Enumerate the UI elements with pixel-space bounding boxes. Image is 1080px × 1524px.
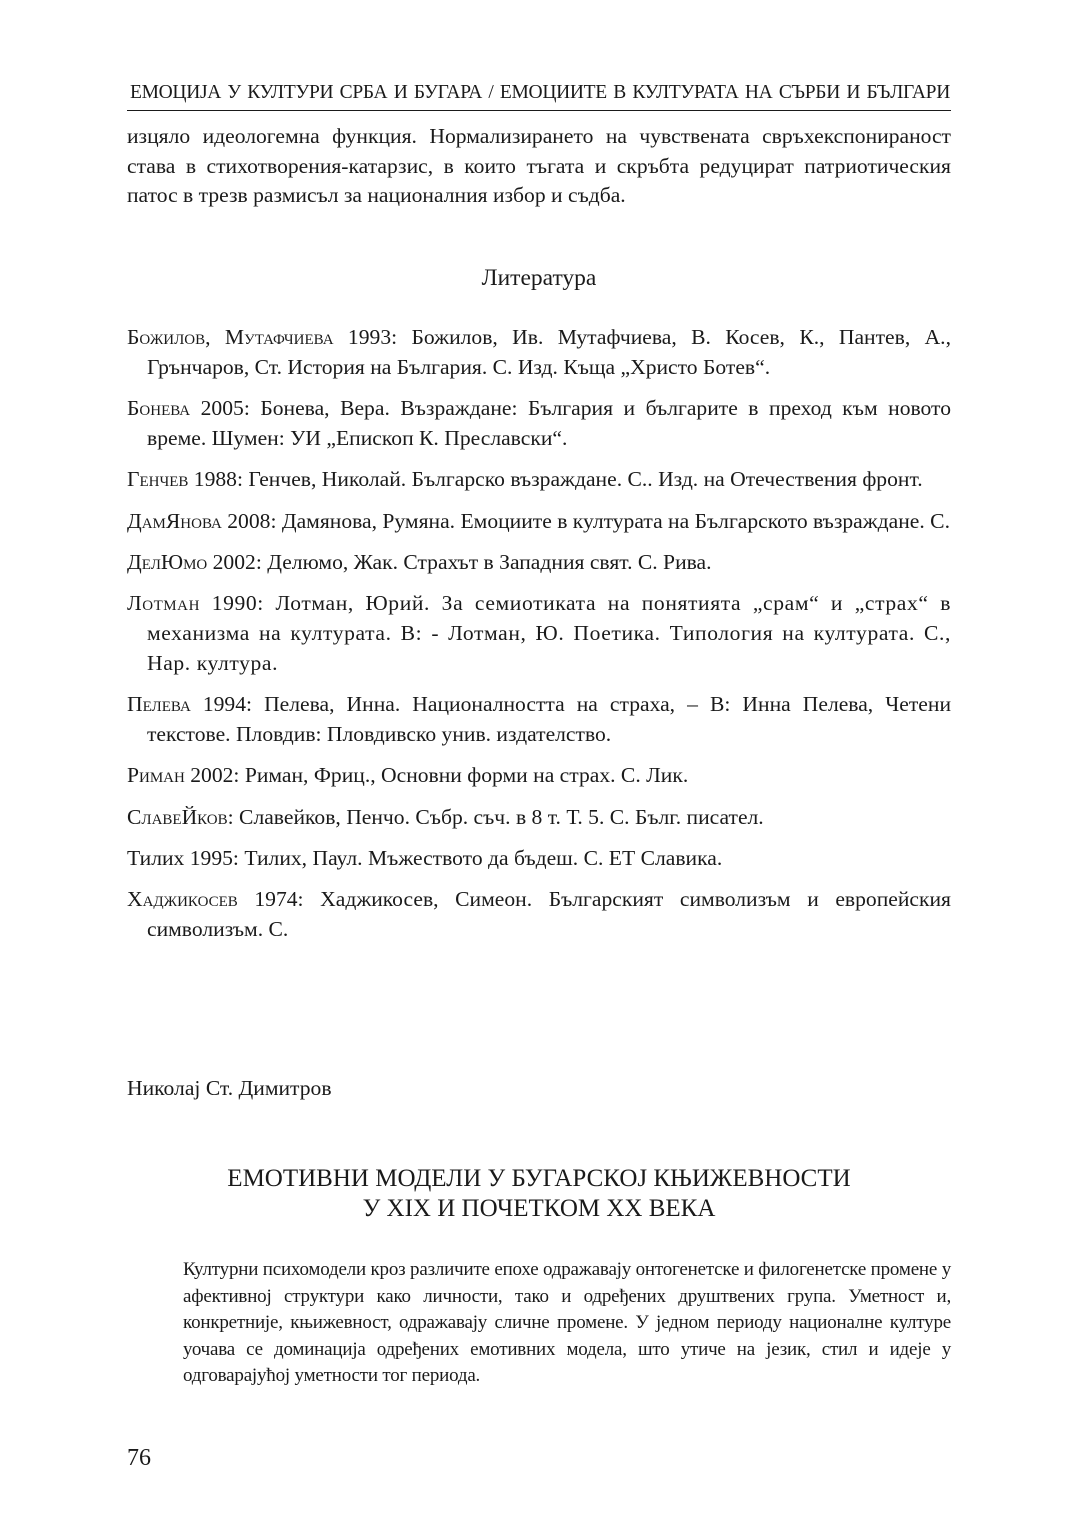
article-title-line-2: У XIX И ПОЧЕТКОМ XX ВЕКА — [362, 1194, 716, 1222]
article-title-line-1: ЕМОТИВНИ МОДЕЛИ У БУГАРСКОЈ КЊИЖЕВНОСТИ — [227, 1165, 851, 1192]
reference-key: Божилов, Мутафчиева 1993: — [127, 325, 398, 349]
reference-text: Делюмо, Жак. Страхът в Западния свят. С. Рива. — [261, 549, 712, 574]
reference-key: СлавеЙков: — [127, 804, 234, 829]
reference-text: Дамянова, Румяна. Емоциите в културата на Българското възраждане. С. — [276, 508, 950, 533]
running-head: ЕМОЦИЈА У КУЛТУРИ СРБА И БУГАРА / ЕМОЦИИТЕ В КУЛТУРАТА НА СЪРБИ И БЪЛГАРИ — [130, 82, 950, 103]
reference-text: Божилов, Ив. Мутафчиева, В. Косев, К., Пантев, А., Грънчаров, Ст. История на България. С. Изд. Къща „Христо Ботев“. — [147, 325, 951, 379]
reference-item — [127, 803, 951, 833]
reference-item — [127, 690, 951, 749]
reference-item — [127, 507, 951, 537]
reference-key: Пелева 1994: — [127, 692, 253, 717]
reference-item — [127, 323, 951, 382]
running-head-rule — [127, 110, 951, 111]
page-number: 76 — [127, 1445, 151, 1471]
reference-text: Бонева, Вера. Възраждане: България и българите в преход към новото време. Шумен: УИ „Епископ К. Преславски“. — [147, 396, 951, 450]
reference-key: ДелЮмо 2002: — [127, 549, 262, 574]
reference-text: Славейков, Пенчо. Събр. съч. в 8 т. Т. 5. С. Бълг. писател. — [233, 804, 764, 829]
reference-key: Генчев 1988: — [127, 467, 243, 492]
reference-item — [127, 844, 951, 874]
literature-heading: Литература — [481, 265, 597, 291]
reference-key: ДамЯнова 2008: — [127, 508, 277, 533]
reference-text: Риман, Фриц., Основни форми на страх. С. Лик. — [239, 763, 689, 788]
reference-item — [127, 885, 951, 944]
reference-list — [127, 323, 951, 957]
reference-key: Хаджикосев 1974: — [127, 887, 304, 912]
reference-text: Тилих, Паул. Мъжеството да бъдеш. С. ЕТ Славика. — [238, 846, 723, 871]
article-author: Николај Ст. Димитров — [127, 1076, 332, 1100]
reference-item — [127, 548, 951, 578]
reference-text: Хаджикосев, Симеон. Българският символизъм и европейския символизъм. С. — [147, 887, 951, 942]
intro-paragraph: изцяло идеологемна функция. Нормализирането на чувствената свръхекспонираност става в стихотворения-катарзис, в които тъгата и скръбта редуцират патриотическия патос в трезв размисъл за националния избор и съдба. — [127, 124, 951, 208]
abstract-paragraph: Културни психомодели кроз различите епохе одражавају онтогенетске и филогенетске промене у афективној структури како личности, тако и одређених друштвених група. Уметност и, конкретније, књижевност, одражавају сличне промене. У једном периоду националне културе уочава се доминација одређених емотивних модела, што утиче на језик, стил и идеје у одговарајућој уметности тог периода. — [183, 1259, 951, 1387]
reference-key: Бонева 2005: — [127, 396, 250, 421]
reference-text: Пелева, Инна. Националността на страха, – В: Инна Пелева, Четени текстове. Пловдив: Пловдивско унив. издателство. — [147, 692, 951, 746]
reference-item — [127, 761, 951, 791]
reference-key: Лотман 1990: — [127, 591, 264, 616]
reference-key: Риман 2002: — [127, 763, 240, 788]
reference-item — [127, 589, 951, 678]
article-title — [127, 1164, 951, 1223]
reference-text: Генчев, Николай. Българско възраждане. С.. Изд. на Отечествения фронт. — [242, 467, 923, 492]
reference-item — [127, 394, 951, 453]
reference-text: Лотман, Юрий. За семиотиката на понятията „срам“ и „страх“ в механизма на културата. В: - Лотман, Ю. Поетика. Типология на културата. С., Нар. култура. — [147, 591, 952, 675]
reference-key: Тилих 1995: — [127, 846, 239, 871]
reference-item — [127, 465, 951, 495]
